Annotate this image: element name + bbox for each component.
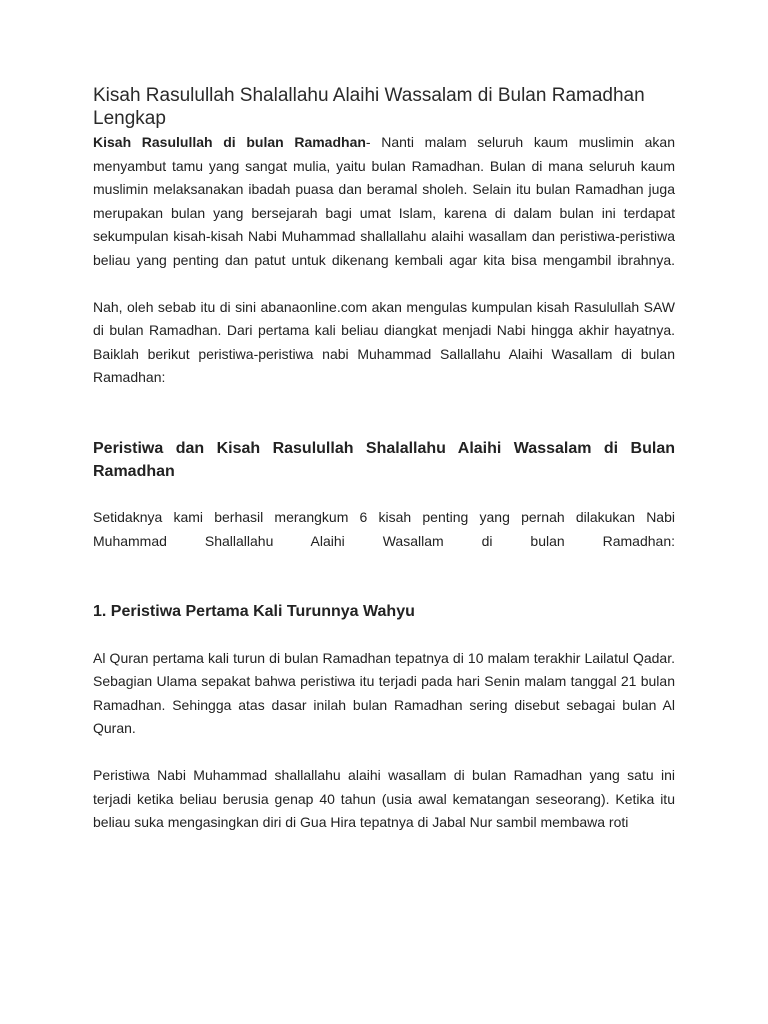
- section-heading: Peristiwa dan Kisah Rasulullah Shalallahu Alaihi Wassalam di Bulan Ramadhan: [93, 439, 675, 480]
- subsection-heading: 1. Peristiwa Pertama Kali Turunnya Wahyu: [93, 603, 415, 620]
- paragraph-2: Nah, oleh sebab itu di sini abanaonline.com akan mengulas kumpulan kisah Rasulullah SAW di bulan Ramadhan. Dari pertama kali beliau diangkat menjadi Nabi hingga akhir hayatnya. Baiklah berikut peristiwa-peristiwa nabi Muhammad Sallallahu Alaihi Wasallam di bulan Ramadhan:: [93, 298, 675, 385]
- paragraph-4: Al Quran pertama kali turun di bulan Ramadhan tepatnya di 10 malam terakhir Lailatul Qadar. Sebagian Ulama sepakat bahwa peristiwa itu terjadi pada hari Senin malam tanggal 21 bulan Ramadhan. Sehingga atas dasar inilah bulan Ramadhan sering disebut sebagai bulan Al Quran.: [93, 649, 675, 736]
- section-gap: [93, 390, 675, 437]
- section-gap-2: [93, 553, 675, 600]
- paragraph-3: Setidaknya kami berhasil merangkum 6 kisah penting yang pernah dilakukan Nabi Muhammad Shallallahu Alaihi Wasallam di bulan Ramadhan:: [93, 509, 675, 549]
- document-page: [93, 84, 675, 835]
- intro-lead: Kisah Rasulullah di bulan Ramadhan: [93, 134, 366, 150]
- intro-paragraph: [93, 131, 675, 272]
- intro-body: - Nanti malam seluruh kaum muslimin akan menyambut tamu yang sangat mulia, yaitu bulan Ramadhan. Bulan di mana seluruh kaum muslimin melaksanakan ibadah puasa dan beramal sholeh. Selain itu bulan Ramadhan juga merupakan bulan yang bersejarah bagi umat Islam, karena di dalam bulan ini terdapat sekumpulan kisah-kisah Nabi Muhammad shallallahu alaihi wasallam dan peristiwa-peristiwa beliau yang penting dan patut untuk dikenang kembali agar kita bisa mengambil ibrahnya.: [93, 134, 675, 268]
- paragraph-5: Peristiwa Nabi Muhammad shallallahu alaihi wasallam di bulan Ramadhan yang satu ini terjadi ketika beliau berusia genap 40 tahun (usia awal kematangan seseorang). Ketika itu beliau suka mengasingkan diri di Gua Hira tepatnya di Jabal Nur sambil membawa roti: [93, 767, 675, 830]
- paragraph-gap: [93, 272, 675, 296]
- article-title: Kisah Rasulullah Shalallahu Alaihi Wassalam di Bulan Ramadhan Lengkap: [93, 85, 645, 129]
- paragraph-gap-2: [93, 741, 675, 765]
- heading-gap: [93, 483, 675, 507]
- subheading-gap: [93, 623, 675, 647]
